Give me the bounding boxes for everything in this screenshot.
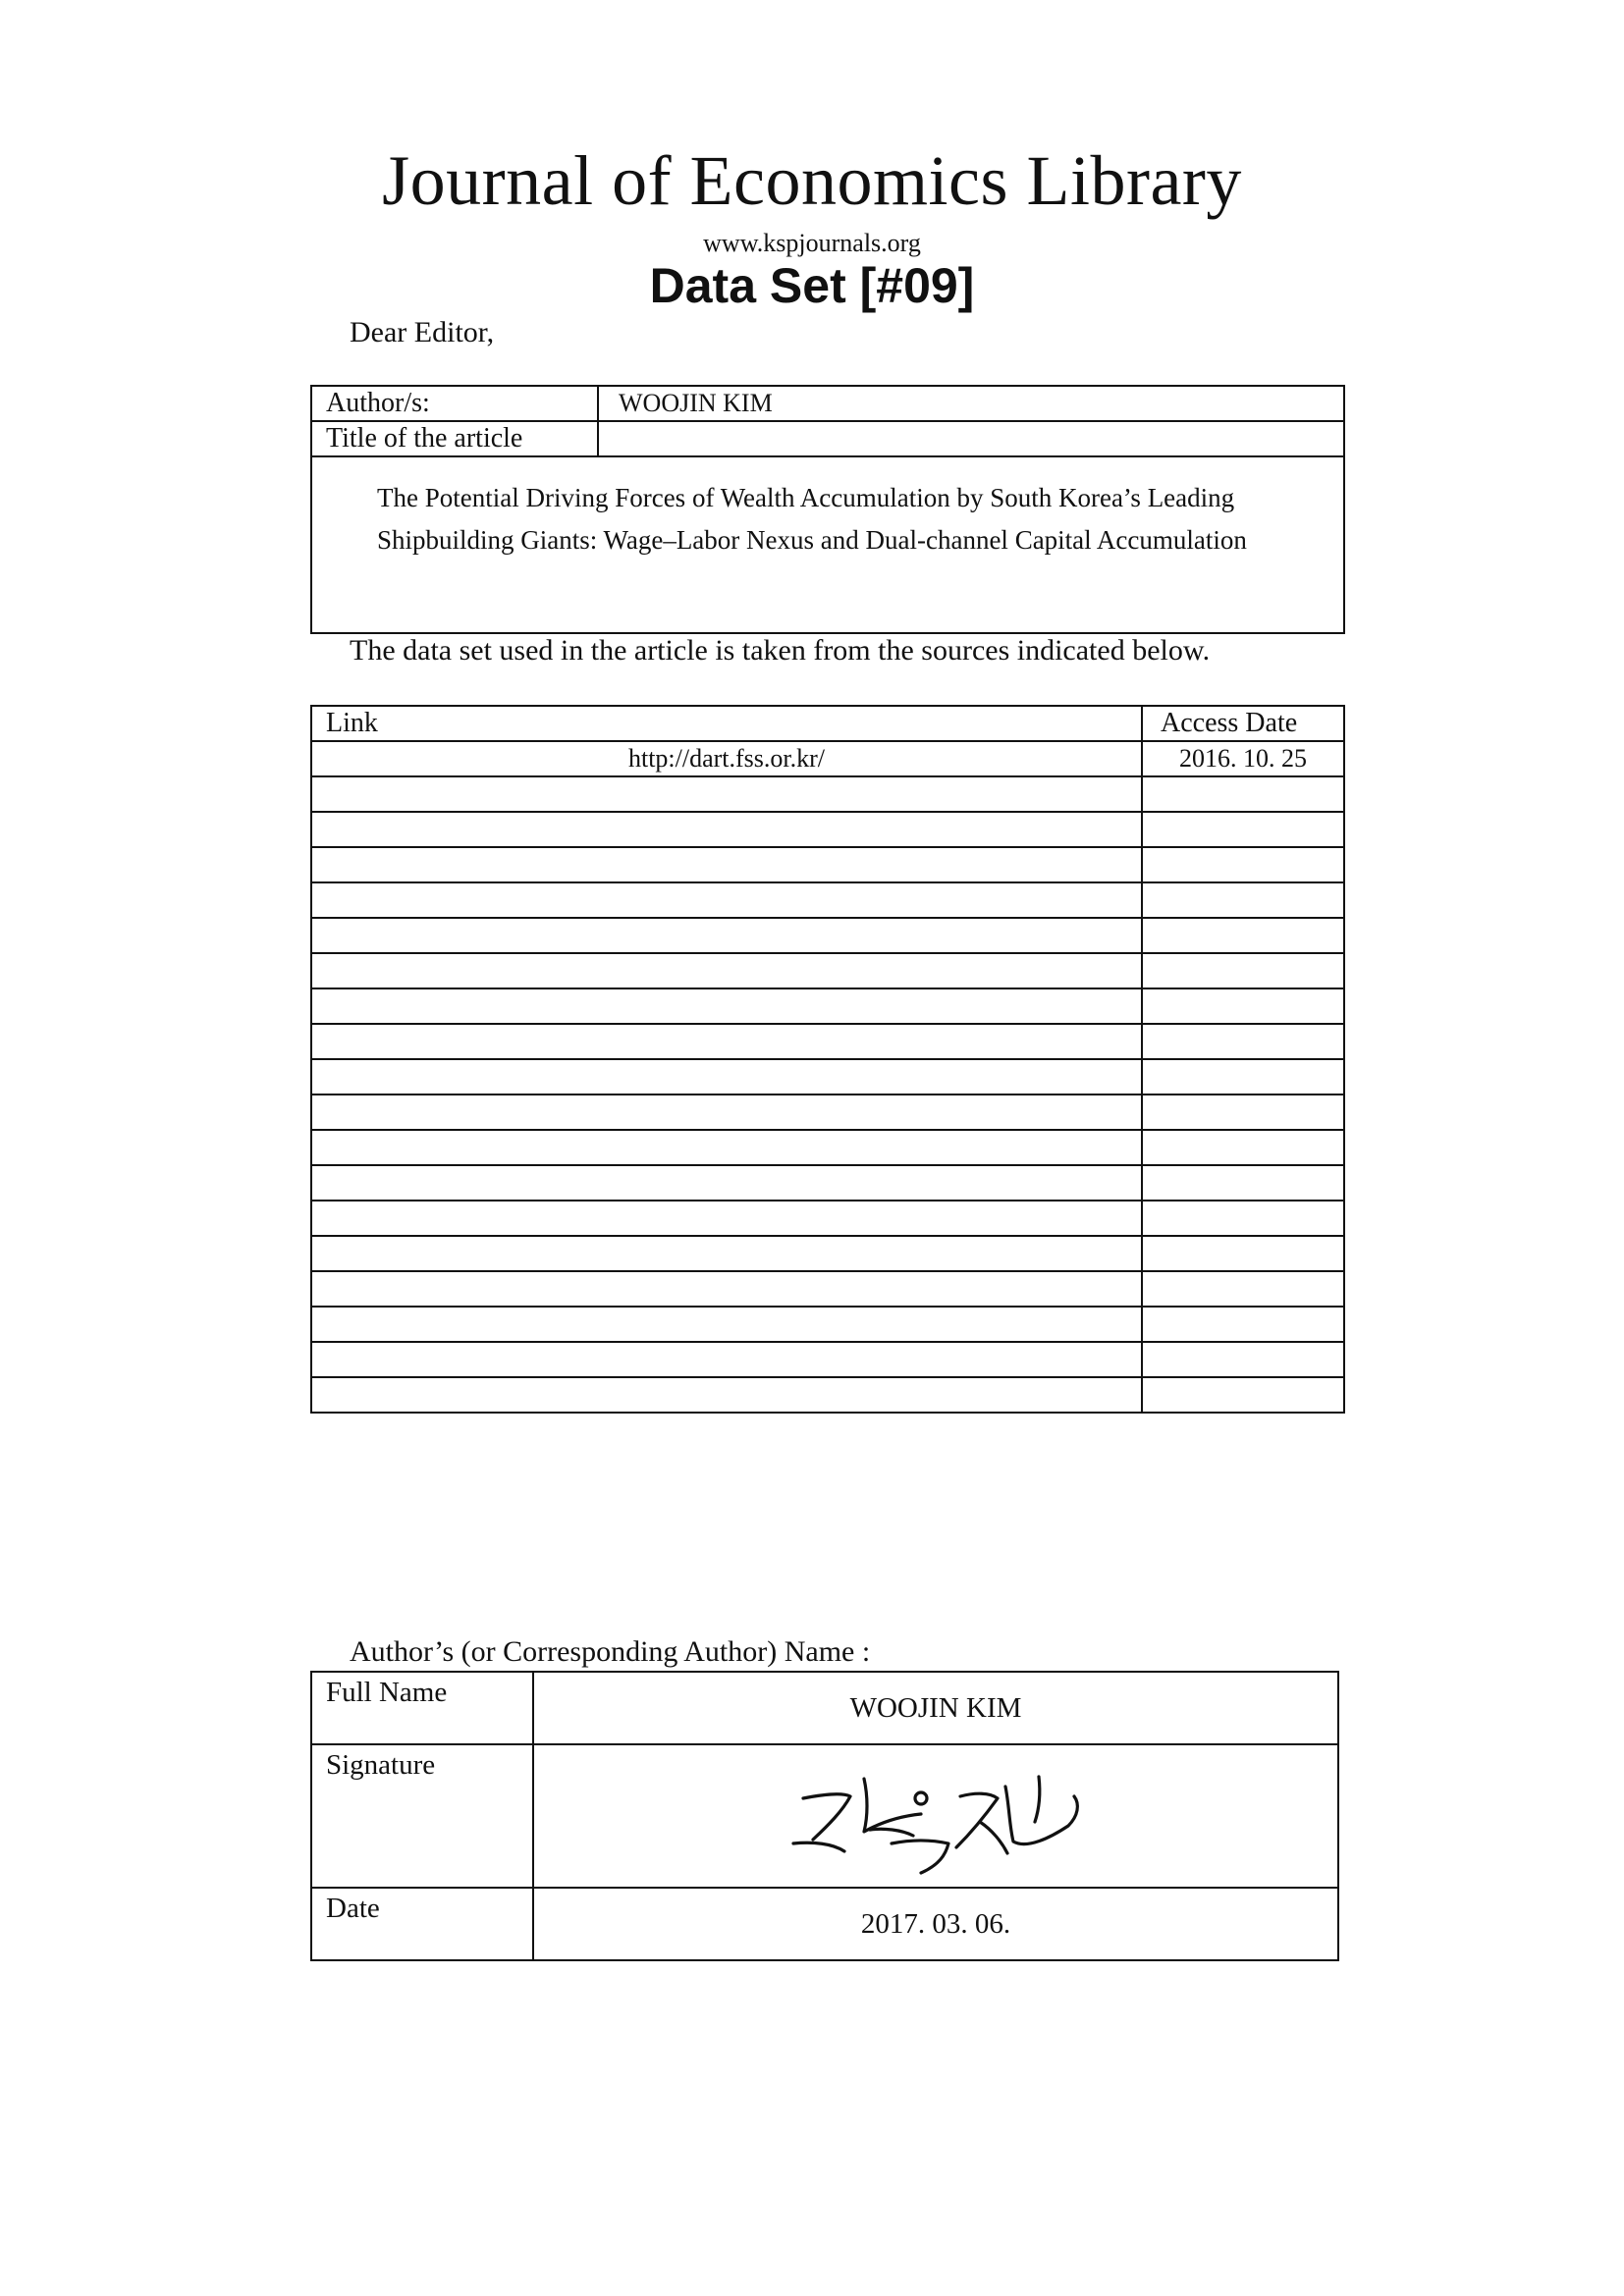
link-header: Link: [311, 706, 1142, 741]
source-link-cell: [311, 1024, 1142, 1059]
sources-header-row: [311, 706, 1344, 741]
signature-label: Signature: [311, 1744, 533, 1888]
access-date-header: Access Date: [1142, 706, 1344, 741]
access-date-cell: [1142, 1377, 1344, 1413]
full-name-label: Full Name: [311, 1672, 533, 1744]
access-date-cell: [1142, 847, 1344, 882]
access-date-cell: [1142, 1059, 1344, 1095]
sources-row: [311, 741, 1344, 776]
sources-row: [311, 1342, 1344, 1377]
source-link-cell: [311, 918, 1142, 953]
sources-row: [311, 1130, 1344, 1165]
access-date-cell: [1142, 1165, 1344, 1201]
title-row: [311, 421, 1344, 456]
source-link-cell: [311, 847, 1142, 882]
access-date-cell: [1142, 988, 1344, 1024]
sources-row: [311, 1024, 1344, 1059]
source-link-cell: [311, 812, 1142, 847]
sources-row: [311, 1095, 1344, 1130]
article-title: The Potential Driving Forces of Wealth Accumulation by South Korea’s Leading Shipbuilding Giants: Wage–Labor Nexus and Dual-channel Capital Accumulation: [311, 456, 1344, 633]
author-table: [310, 1671, 1339, 1961]
source-link-cell: [311, 1130, 1142, 1165]
article-info-table: [310, 385, 1345, 634]
source-link-cell: [311, 1095, 1142, 1130]
source-link-cell: [311, 1165, 1142, 1201]
access-date-cell: [1142, 918, 1344, 953]
sources-row: [311, 847, 1344, 882]
source-link-cell: [311, 882, 1142, 918]
sources-row: [311, 1307, 1344, 1342]
sources-row: [311, 918, 1344, 953]
source-link-cell: [311, 1059, 1142, 1095]
source-link-cell[interactable]: http://dart.fss.or.kr/: [311, 741, 1142, 776]
author-label: Author/s:: [311, 386, 598, 421]
full-name-row: [311, 1672, 1338, 1744]
sources-row: [311, 1236, 1344, 1271]
source-link-cell: [311, 1307, 1142, 1342]
journal-title: Journal of Economics Library: [382, 141, 1242, 220]
source-link-cell: [311, 1271, 1142, 1307]
sources-row: [311, 1271, 1344, 1307]
access-date-cell: [1142, 1342, 1344, 1377]
sources-row: [311, 1201, 1344, 1236]
signature-cell: [533, 1744, 1338, 1888]
title-value: [598, 421, 1344, 456]
access-date-cell: [1142, 1095, 1344, 1130]
sources-note: The data set used in the article is taken from the sources indicated below.: [350, 634, 1211, 667]
access-date-cell: [1142, 812, 1344, 847]
access-date-cell: [1142, 882, 1344, 918]
full-name-value: WOOJIN KIM: [533, 1672, 1338, 1744]
source-link-cell: [311, 1236, 1142, 1271]
access-date-cell: [1142, 953, 1344, 988]
access-date-cell: [1142, 1130, 1344, 1165]
signature-row: [311, 1744, 1338, 1888]
access-date-cell: [1142, 1236, 1344, 1271]
access-date-cell: [1142, 1024, 1344, 1059]
source-link-cell: [311, 988, 1142, 1024]
signature-image: [774, 1757, 1098, 1875]
author-value: WOOJIN KIM: [598, 386, 1344, 421]
source-link-cell: [311, 1377, 1142, 1413]
access-date-cell: [1142, 1307, 1344, 1342]
sources-row: [311, 953, 1344, 988]
source-link-cell: [311, 776, 1142, 812]
access-date-cell: [1142, 1271, 1344, 1307]
access-date-cell: 2016. 10. 25: [1142, 741, 1344, 776]
article-title-row: [311, 456, 1344, 633]
sources-table: [310, 705, 1345, 1414]
source-link-cell: [311, 1342, 1142, 1377]
journal-url: www.kspjournals.org: [703, 229, 921, 257]
dataset-title: Data Set [#09]: [649, 258, 975, 313]
author-row: [311, 386, 1344, 421]
date-label: Date: [311, 1888, 533, 1960]
sources-row: [311, 776, 1344, 812]
sources-row: [311, 1059, 1344, 1095]
sources-row: [311, 1377, 1344, 1413]
date-value: 2017. 03. 06.: [533, 1888, 1338, 1960]
date-row: [311, 1888, 1338, 1960]
sources-row: [311, 882, 1344, 918]
source-link-cell: [311, 953, 1142, 988]
sources-row: [311, 988, 1344, 1024]
author-section-heading: Author’s (or Corresponding Author) Name :: [350, 1635, 871, 1668]
title-label: Title of the article: [311, 421, 598, 456]
salutation: Dear Editor,: [350, 316, 495, 348]
source-link-cell: [311, 1201, 1142, 1236]
sources-row: [311, 1165, 1344, 1201]
access-date-cell: [1142, 1201, 1344, 1236]
access-date-cell: [1142, 776, 1344, 812]
sources-row: [311, 812, 1344, 847]
